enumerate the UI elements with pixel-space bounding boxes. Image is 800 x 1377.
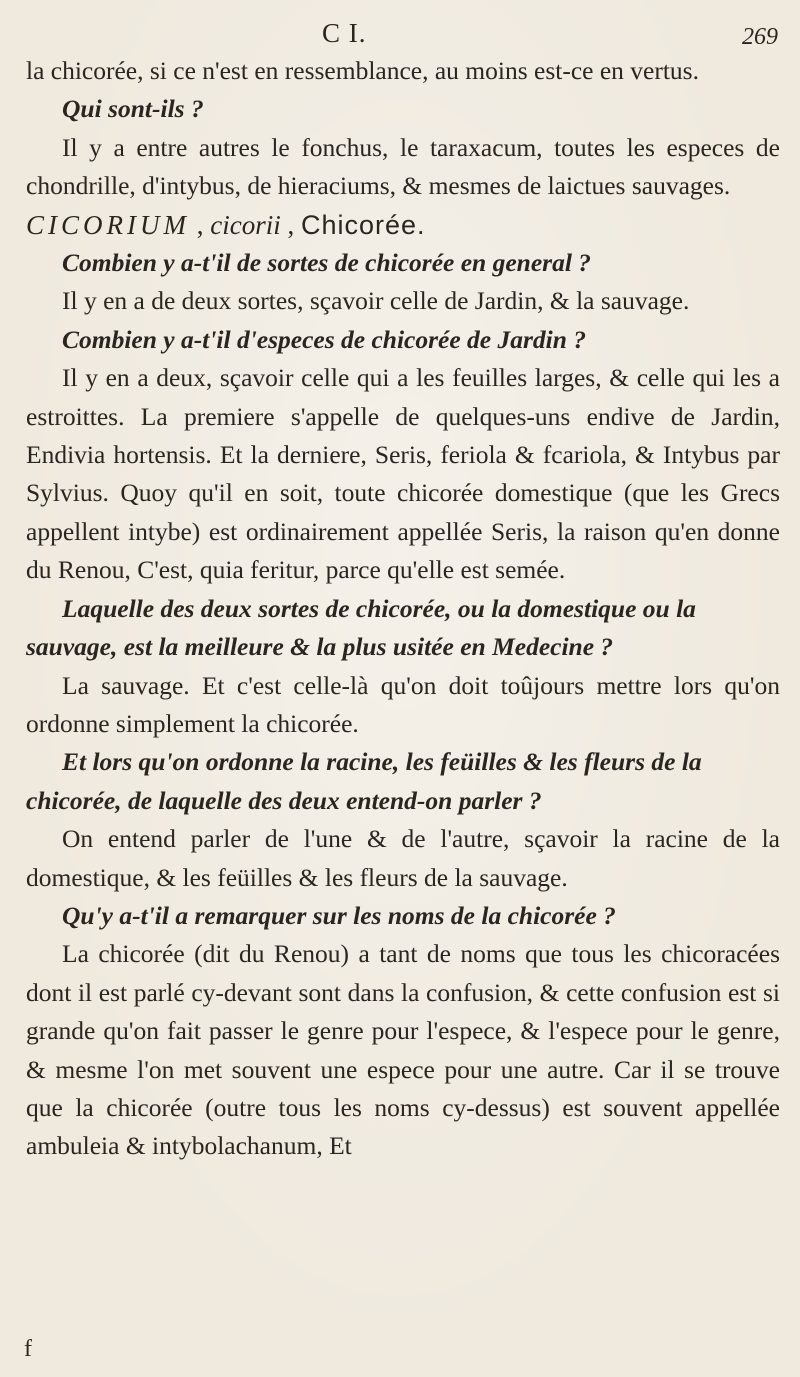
heading-latin: CICORIUM xyxy=(26,209,190,240)
question: Qu'y a-t'il a remarquer sur les noms de la chicorée ? xyxy=(62,900,616,930)
heading-latin-genitive: cicorii xyxy=(210,209,281,240)
paragraph: la chicorée, si ce n'est en ressemblance, au moins est-ce en vertus. xyxy=(26,56,699,85)
paragraph: On entend parler de l'une & de l'autre, sçavoir la racine de la domestique, & les feüilles & les fleurs de la sauvage. xyxy=(26,824,780,892)
paragraph: La sauvage. Et c'est celle-là qu'on doit toûjours mettre lors qu'on ordonne simplement la chicorée. xyxy=(26,670,780,738)
page-number: 269 xyxy=(742,24,778,50)
paragraph: La chicorée (dit du Renou) a tant de noms que tous les chicoracées dont il est parlé cy-devant sont dans la confusion, & cette confusion est si grande qu'on fait passer le genre pour l'espece, & l'espece pour le genre, & mesme l'on met souvent une espece pour une autre. Car il se trouve que la chicorée (outre tous les noms cy-dessus) est souvent appellée ambuleia & intybolachanum, Et xyxy=(26,939,780,1161)
question: Combien y a-t'il d'especes de chicorée de Jardin ? xyxy=(62,324,587,354)
question: Qui sont-ils ? xyxy=(62,94,204,124)
paragraph: Il y en a de deux sortes, sçavoir celle de Jardin, & la sauvage. xyxy=(62,286,690,316)
body-text xyxy=(26,52,780,1166)
question: Et lors qu'on ordonne la racine, les feüilles & les fleurs de la chicorée, de laquelle des deux entend-on parler ? xyxy=(26,747,702,815)
paragraph: Il y en a deux, sçavoir celle qui a les feuilles larges, & celle qui les a estroittes. La premiere s'appelle de quelques-uns endive de Jardin, Endivia hortensis. Et la derniere, Seris, feriola & fcariola, & Intybus par Sylvius. Quoy qu'il en soit, toute chicorée domestique (que les Grecs appellent intybe) est ordinairement appellée Seris, la raison qu'en donne du Renou, C'est, quia feritur, parce qu'elle est semée. xyxy=(26,363,780,585)
running-head: C I. xyxy=(322,18,367,48)
catchword: f xyxy=(24,1336,32,1362)
heading-french: Chicorée. xyxy=(300,209,426,240)
paragraph: Il y a entre autres le fonchus, le taraxacum, toutes les especes de chondrille, d'intybus, de hieraciums, & mesmes de laictues sauvages. xyxy=(26,132,780,201)
section-heading: CICORIUM , cicorii , Chicorée. xyxy=(26,209,426,240)
question: Combien y a-t'il de sortes de chicorée en general ? xyxy=(62,248,592,278)
question: Laquelle des deux sortes de chicorée, ou la domestique ou la sauvage, est la meilleure & la plus usitée en Medecine ? xyxy=(26,593,696,662)
